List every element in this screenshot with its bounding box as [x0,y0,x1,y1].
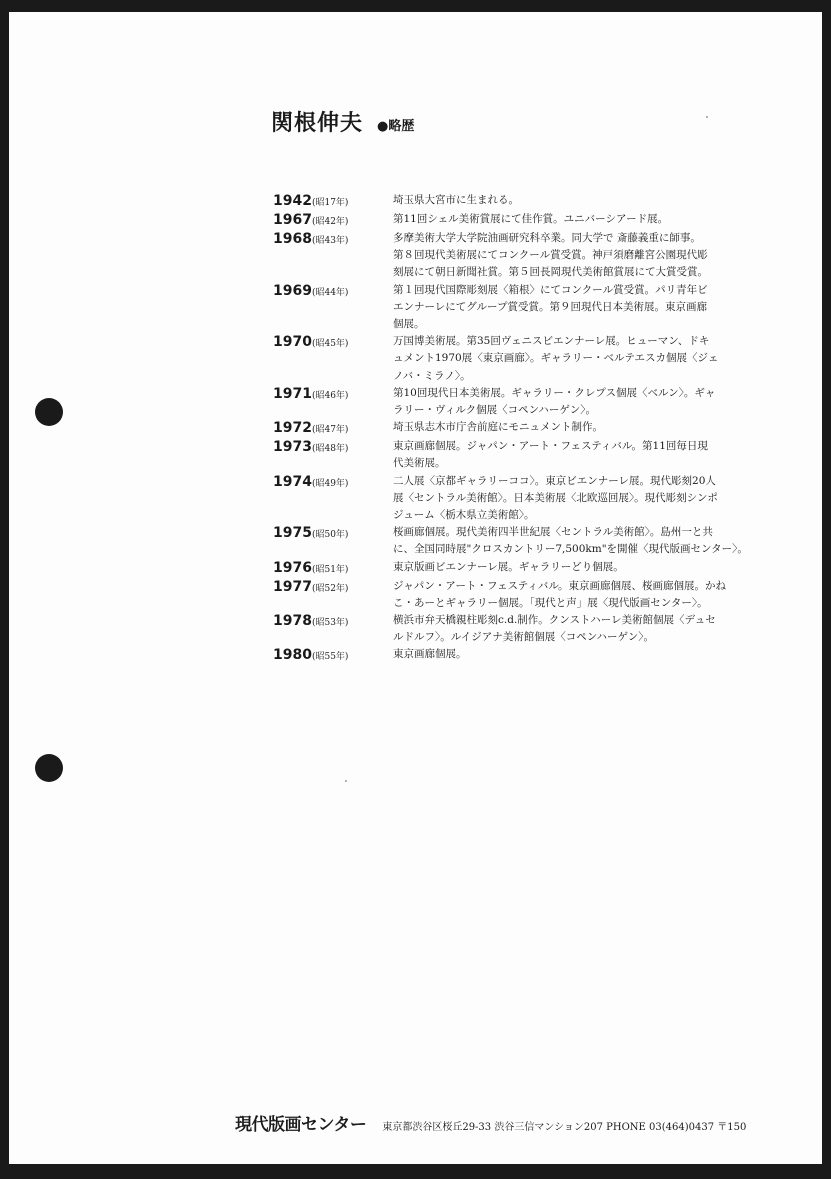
entry-era: (昭43年) [311,236,349,246]
year-cell [273,385,393,419]
biography-entry [273,612,783,646]
year-cell [273,578,393,612]
paper-speck [345,780,347,782]
publisher-name: 現代版画センター [235,1115,367,1135]
entry-year: 1980 [273,647,312,664]
entry-year: 1972 [273,420,312,437]
year-cell [273,524,393,558]
entry-era: (昭42年) [311,217,349,227]
biography-entry [273,578,783,612]
entry-text: 多摩美術大学大学院油画研究科卒業。同大学で 斎藤義重に師事。 第８回現代美術展にてコンクール賞受賞。神戸須磨離宮公園現代彫 刻展にて朝日新聞社賞。第５回長岡現代美術館賞展にて大賞受賞。 [393,232,708,279]
biography-list [273,192,783,665]
entry-text: ジャパン・アート・フェスティバル。東京画廊個展、桜画廊個展。かね こ・あーとギャラリー個展。「現代と声」展〈現代版画センター〉。 [393,579,727,609]
entry-year: 1968 [273,231,312,247]
page-header [271,106,414,137]
biography-entry [273,333,783,385]
year-cell [273,333,393,385]
entry-text: 第11回シェル美術賞展にて佳作賞。ユニバーシアード展。 [393,213,669,225]
publisher-address: 東京都渋谷区桜丘29-33 渋谷三信マンション207 PHONE 03(464)0437 〒150 [382,1122,747,1133]
entry-text: 埼玉県大宮市に生まれる。 [393,194,519,206]
year-cell [273,438,393,472]
biography-entry [273,473,783,525]
entry-era: (昭55年) [311,652,349,663]
entry-text: 横浜市弁天橋親柱彫刻c.d.制作。クンストハーレ美術館個展〈デュセ ルドルフ〉。ルイジアナ美術館個展〈コペンハーゲン〉。 [393,614,716,644]
year-cell [273,230,393,282]
entry-era: (昭49年) [311,478,349,489]
entry-text: 東京版画ビエンナーレ展。ギャラリーどり個展。 [393,560,624,573]
entry-year: 1970 [273,334,312,351]
entry-year: 1978 [273,613,312,630]
entry-text: 第１回現代国際彫刻展〈箱根〉にてコンクール賞受賞。パリ青年ビ エンナーレにてグループ賞受賞。第９回現代日本美術展。東京画廊 個展。 [393,283,708,331]
entry-era: (昭46年) [311,390,349,401]
entry-text: 二人展〈京都ギャラリーココ〉。東京ビエンナーレ展。現代彫刻20人 展〈セントラル美術館〉。日本美術展〈北欧巡回展〉。現代彫刻シンポ ジューム〈栃木県立美術館〉。 [393,474,718,522]
year-cell [273,646,393,665]
entry-text: 桜画廊個展。現代美術四半世紀展〈セントラル美術館〉。島州一と共 に、全国同時展"クロスカントリー7,500km"を開催〈現代版画センター〉。 [393,526,748,556]
biography-entry [273,385,783,419]
entry-era: (昭48年) [311,444,349,455]
entry-text: 東京画廊個展。 [393,648,467,661]
page-footer [235,1110,746,1135]
year-cell [273,419,393,438]
section-label: ●略歴 [377,119,415,134]
entry-era: (昭45年) [311,339,349,350]
entry-era: (昭47年) [311,425,349,436]
biography-entry [273,211,783,230]
biography-entry [273,282,783,334]
biography-entry [273,419,783,438]
entry-year: 1977 [273,578,312,595]
biography-entry [273,646,783,665]
year-cell [273,559,393,578]
year-cell [273,211,393,230]
year-cell [273,612,393,646]
document-page [9,12,822,1164]
entry-year: 1975 [273,525,312,542]
entry-year: 1967 [273,212,312,228]
punch-hole-top [35,398,63,426]
entry-year: 1971 [273,385,312,402]
paper-speck [706,116,708,118]
entry-text: 東京画廊個展。ジャパン・アート・フェスティバル。第11回毎日現 代美術展。 [393,440,708,470]
entry-era: (昭51年) [311,564,349,575]
entry-era: (昭53年) [311,618,349,629]
entry-era: (昭50年) [311,530,349,541]
entry-year: 1969 [273,282,312,299]
year-cell [273,282,393,334]
entry-era: (昭44年) [311,287,349,298]
entry-text: 第10回現代日本美術展。ギャラリー・クレプス個展〈ベルン〉。ギャ ラリー・ヴィルク個展〈コペンハーゲン〉。 [393,386,716,417]
entry-year: 1942 [273,193,312,209]
year-cell [273,192,393,211]
entry-era: (昭17年) [311,198,349,208]
entry-year: 1973 [273,439,312,456]
artist-name: 関根伸夫 [271,110,364,136]
entry-year: 1976 [273,559,312,576]
biography-entry [273,230,783,282]
entry-year: 1974 [273,473,312,490]
year-cell [273,473,393,525]
biography-entry [273,192,783,211]
entry-text: 万国博美術展。第35回ヴェニスビエンナーレ展。ヒューマン、ドキ ュメント1970展〈東京画廊〉。ギャラリー・ベルテエスカ個展〈ジェ ノバ・ミラノ〉。 [393,335,719,382]
punch-hole-bottom [35,754,63,782]
entry-era: (昭52年) [311,583,349,594]
entry-text: 埼玉県志木市庁舎前庭にモニュメント制作。 [393,421,603,434]
biography-entry [273,559,783,578]
biography-entry [273,524,783,558]
biography-entry [273,438,783,472]
